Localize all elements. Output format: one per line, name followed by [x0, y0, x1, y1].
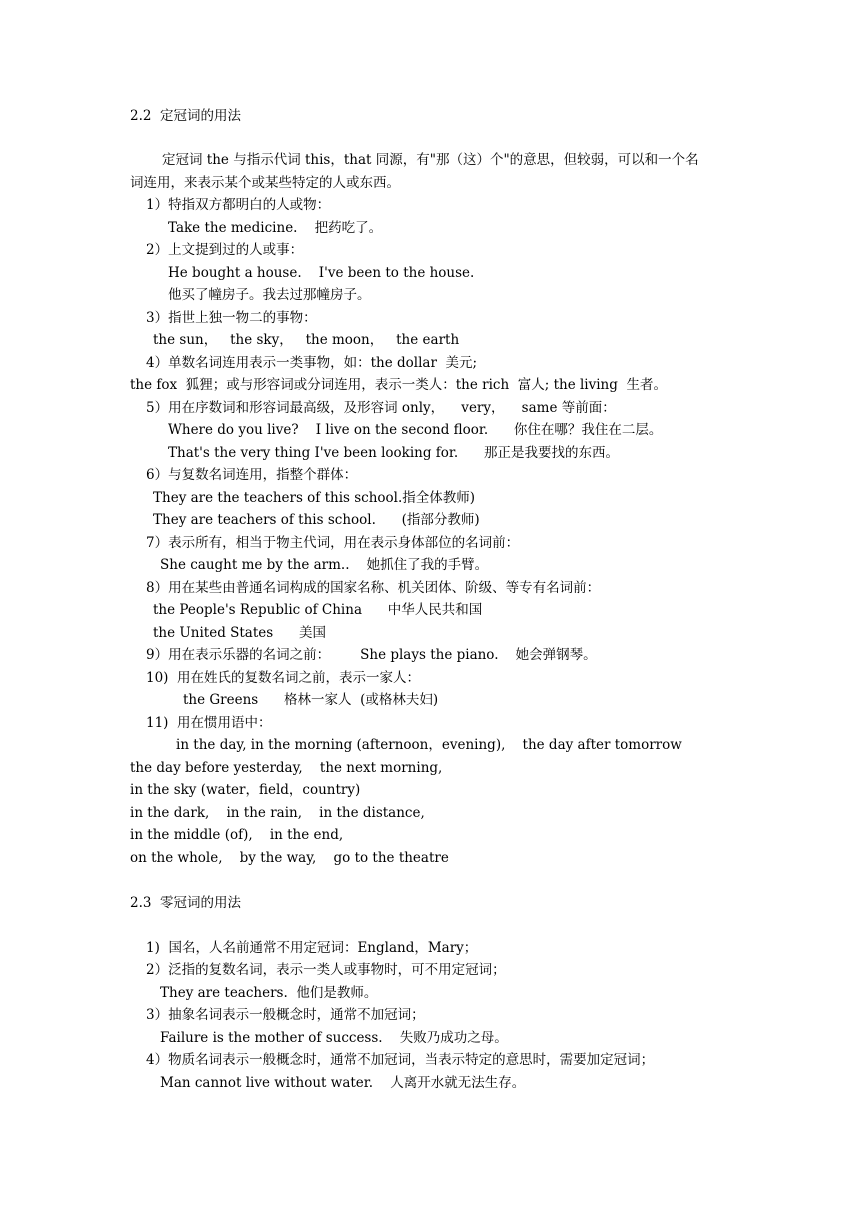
- list-item-heading: 8）用在某些由普通名词构成的国家名称、机关团体、阶级、等专有名词前：: [146, 580, 601, 596]
- example-line: That's the very thing I've been looking for. 那正是我要找的东西。: [168, 445, 619, 461]
- example-line: in the dark, in the rain, in the distance,: [130, 805, 425, 821]
- list-item-heading: 5）用在序数词和形容词最高级，及形容词 only， very， same 等前面：: [146, 400, 616, 416]
- paragraph-line: 词连用，来表示某个或某些特定的人或东西。: [130, 175, 400, 191]
- example-line: Where do you live? I live on the second floor. 你住在哪？我住在二层。: [168, 422, 663, 438]
- example-line: They are teachers. 他们是教师。: [160, 985, 378, 1001]
- example-line: They are teachers of this school. (指部分教师): [153, 512, 480, 528]
- example-line: He bought a house. I've been to the house.: [168, 265, 475, 281]
- section-heading: 2.2 定冠词的用法: [130, 108, 242, 124]
- list-item-heading: 2）泛指的复数名词，表示一类人或事物时，可不用定冠词；: [146, 962, 506, 978]
- example-line: in the middle (of), in the end,: [130, 827, 344, 843]
- example-line: the People's Republic of China 中华人民共和国: [153, 602, 483, 618]
- paragraph-line: 定冠词 the 与指示代词 this，that 同源，有"那（这）个"的意思，但较弱，可以和一个名: [162, 152, 699, 168]
- example-line: on the whole, by the way, go to the theatre: [130, 850, 449, 866]
- paragraph-line: the fox 狐狸；或与形容词或分词连用，表示一类人：the rich 富人; the living 生者。: [130, 377, 667, 393]
- list-item-heading: 2）上文提到过的人或事：: [146, 242, 304, 258]
- list-item-heading: 1）特指双方都明白的人或物：: [146, 197, 331, 213]
- list-item-heading: 9）用在表示乐器的名词之前： She plays the piano. 她会弹钢琴。: [146, 647, 597, 663]
- list-item-heading: 1) 国名，人名前通常不用定冠词：England，Mary；: [146, 940, 478, 956]
- example-line: in the day, in the morning (afternoon，evening), the day after tomorrow: [176, 737, 682, 753]
- example-line: the United States 美国: [153, 625, 326, 641]
- list-item-heading: 10) 用在姓氏的复数名词之前，表示一家人：: [146, 670, 421, 686]
- list-item-heading: 6）与复数名词连用，指整个群体：: [146, 467, 358, 483]
- example-line: Take the medicine. 把药吃了。: [168, 220, 383, 236]
- example-line: the day before yesterday, the next morning,: [130, 760, 443, 776]
- list-item-heading: 11) 用在惯用语中：: [146, 715, 272, 731]
- example-line: in the sky (water，field，country): [130, 782, 361, 798]
- example-line: She caught me by the arm.. 她抓住了我的手臂。: [160, 557, 489, 573]
- example-line: They are the teachers of this school.指全体教师): [153, 490, 476, 506]
- example-line: 他买了幢房子。我去过那幢房子。: [168, 287, 371, 303]
- example-line: Man cannot live without water. 人离开水就无法生存。: [160, 1075, 526, 1091]
- section-heading: 2.3 零冠词的用法: [130, 895, 242, 911]
- list-item-heading: 7）表示所有，相当于物主代词，用在表示身体部位的名词前：: [146, 535, 520, 551]
- list-item-heading: 4）物质名词表示一般概念时，通常不加冠词，当表示特定的意思时，需要加定冠词；: [146, 1052, 655, 1068]
- list-item-heading: 3）指世上独一物二的事物：: [146, 310, 317, 326]
- list-item-heading: 4）单数名词连用表示一类事物，如：the dollar 美元;: [146, 355, 478, 371]
- example-line: Failure is the mother of success. 失败乃成功之母。: [160, 1030, 508, 1046]
- list-item-heading: 3）抽象名词表示一般概念时，通常不加冠词；: [146, 1007, 425, 1023]
- example-line: the Greens 格林一家人 (或格林夫妇): [183, 692, 439, 708]
- example-line: the sun， the sky， the moon， the earth: [153, 332, 460, 348]
